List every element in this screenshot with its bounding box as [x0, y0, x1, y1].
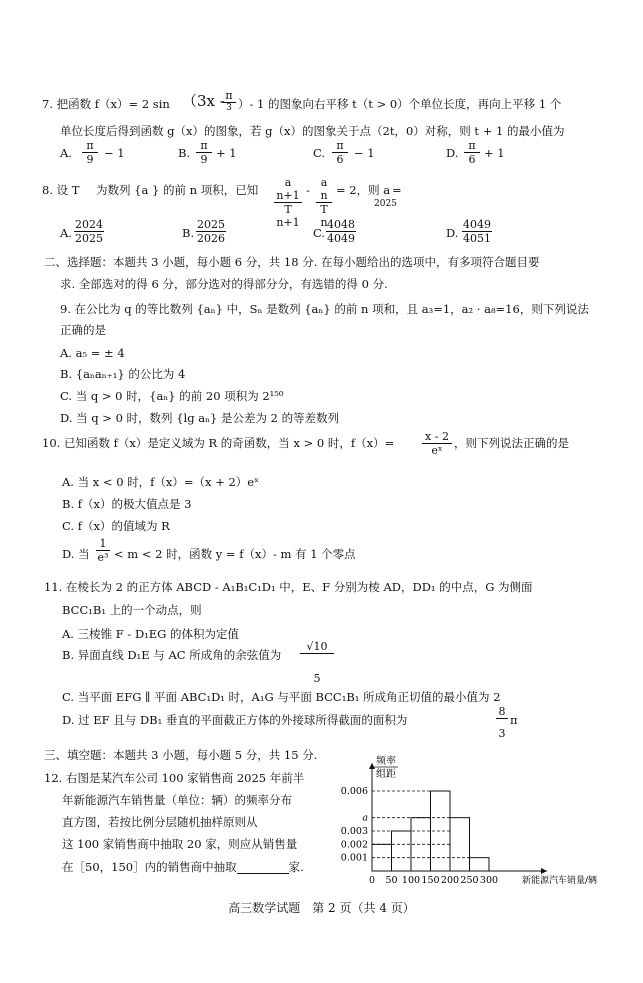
q8-part-a: 8. 设 T — [42, 183, 80, 197]
q8-opt-d-den: 4051 — [463, 232, 491, 245]
q7-opt-c-tail: − 1 — [354, 146, 375, 160]
q12-line5 — [62, 860, 304, 874]
histogram-chart — [340, 758, 610, 886]
section2-line2: 求. 全部选对的得 6 分，部分选对的得部分分，有选错的得 0 分. — [60, 277, 388, 291]
x-tick-label: 100 — [401, 875, 421, 886]
q7-pi-num: π — [222, 89, 236, 103]
q8-opt-c-frac — [326, 218, 356, 245]
q7-pi-frac — [222, 89, 236, 113]
q8-opt-b-label[interactable]: B. — [182, 226, 195, 240]
q10-opt-d-a[interactable]: D. 当 — [62, 547, 90, 561]
q7-opt-a-tail: − 1 — [104, 146, 125, 160]
q7-paren — [182, 94, 225, 108]
q10-opt-d-den: e³ — [97, 551, 109, 564]
x-tick-label: 300 — [479, 875, 499, 886]
q7-part-b: ）- 1 的图象向右平移 t（t > 0）个单位长度，再向上平移 1 个 — [238, 97, 562, 111]
q8-sub-2025: 2025 — [374, 199, 397, 209]
q12-line2: 年新能源汽车销售量（单位：辆）的频率分布 — [62, 793, 292, 807]
q10-opt-b[interactable]: B. f（x）的极大值点是 3 — [62, 497, 192, 511]
q10-frac-num: x - 2 — [422, 430, 452, 444]
q8-opt-b-den: 2026 — [197, 232, 225, 245]
q12-line4: 这 100 家销售商中抽取 20 家，则应从销售量 — [62, 837, 298, 851]
q10-frac — [422, 430, 452, 457]
x-axis-arrow — [541, 868, 547, 874]
q12-tail: 家. — [288, 860, 304, 874]
y-tick-label: 0.006 — [340, 786, 368, 797]
q7-opt-b-den: 9 — [200, 153, 208, 166]
q7-line2: 单位长度后得到函数 g（x）的图象，若 g（x）的图象关于点（2t，0）对称，则 t + 1 的最小值为 — [60, 124, 565, 138]
q8-opt-c-den: 4049 — [327, 232, 355, 245]
q11-opt-d-den: 3 — [498, 727, 506, 740]
x-tick-label: 200 — [440, 875, 460, 886]
q8-opt-a-den: 2025 — [75, 232, 103, 245]
q9-line1: 9. 在公比为 q 的等比数列 {aₙ} 中，Sₙ 是数列 {aₙ} 的前 n 项和，且 a₃=1，a₂ · a₈=16，则下列说法 — [60, 302, 589, 316]
y-tick-label: 0.002 — [340, 839, 368, 851]
q7-opt-a-label[interactable]: A. — [60, 146, 72, 160]
q10-frac-den: eˣ — [431, 444, 443, 457]
q7-pi-den: 3 — [226, 103, 232, 113]
q8-frac1-den: T n+1 — [276, 203, 300, 229]
q8-opt-d-frac — [462, 218, 492, 245]
q7-opt-d-tail: + 1 — [484, 146, 505, 160]
q7-opt-d-den: 6 — [468, 153, 476, 166]
q11-line2: BCC₁B₁ 上的一个动点，则 — [62, 603, 202, 617]
q7-paren-text: （3x - — [182, 92, 225, 110]
section3-line1: 三、填空题：本题共 3 小题，每小题 5 分，共 15 分. — [44, 748, 318, 762]
q8-minus: - — [306, 183, 310, 197]
q7-opt-a-den: 9 — [86, 153, 94, 166]
q8-frac1 — [274, 176, 302, 229]
x-tick-label: 150 — [421, 875, 440, 886]
q7-opt-d-num: π — [464, 139, 480, 153]
q7-opt-a-num: π — [82, 139, 98, 153]
q7-opt-c-den: 6 — [336, 153, 344, 166]
x-tick-label: 0 — [368, 875, 376, 886]
q8-frac2-den: T n — [320, 203, 328, 229]
y-label-bottom: 组距 — [376, 769, 396, 780]
q10-opt-d-frac — [96, 537, 110, 564]
section2-line1: 二、选择题：本题共 3 小题，每小题 6 分，共 18 分. 在每小题给出的选项中，有多项符合题目要 — [44, 255, 540, 269]
q11-opt-b-num: √10 — [300, 640, 334, 654]
q7-part-a: 7. 把函数 f（x）= 2 sin — [42, 97, 170, 111]
q7-opt-b-tail: + 1 — [216, 146, 237, 160]
page-footer: 高三数学试题 第 2 页（共 4 页） — [228, 901, 415, 915]
q8-opt-d-label[interactable]: D. — [446, 226, 459, 240]
q8-opt-c-num: 4048 — [327, 218, 355, 231]
y-tick-label: a — [362, 812, 368, 824]
q9-opt-b[interactable]: B. {aₙaₙ₊₁} 的公比为 4 — [60, 367, 186, 381]
q8-frac2-num: a n — [316, 176, 332, 203]
q7-opt-a-frac — [82, 139, 98, 166]
q11-line1: 11. 在棱长为 2 的正方体 ABCD - A₁B₁C₁D₁ 中，E、F 分别为棱 AD，DD₁ 的中点，G 为侧面 — [44, 580, 533, 594]
x-axis-label: 新能源汽车销量/辆 — [522, 876, 598, 886]
q12-line3: 直方图，若按比例分层随机抽样原则从 — [62, 815, 258, 829]
q10-opt-a[interactable]: A. 当 x < 0 时，f（x）=（x + 2）eˣ — [62, 475, 259, 489]
x-tick-label: 50 — [385, 875, 398, 886]
histogram-bar — [392, 831, 412, 871]
q11-opt-d-a[interactable]: D. 过 EF 且与 DB₁ 垂直的平面截正方体的外接球所得截面的面积为 — [62, 713, 408, 727]
q8-frac1-num: a n+1 — [274, 176, 302, 203]
answer-blank[interactable] — [237, 862, 289, 874]
q11-opt-d-num: 8 — [496, 705, 508, 719]
q9-opt-d[interactable]: D. 当 q > 0 时，数列 {lg aₙ} 是公差为 2 的等差数列 — [60, 411, 340, 425]
q8-opt-d-num: 4049 — [463, 218, 491, 231]
q10-opt-d-b: < m < 2 时，函数 y = f（x）- m 有 1 个零点 — [114, 547, 356, 561]
q10-line1-b: ，则下列说法正确的是 — [454, 436, 569, 450]
q11-opt-d-frac — [496, 705, 508, 740]
q8-opt-c-label[interactable]: C. — [313, 226, 326, 240]
q11-opt-a[interactable]: A. 三棱锥 F - D₁EG 的体积为定值 — [62, 627, 240, 641]
q10-opt-d-num: 1 — [96, 537, 110, 551]
q9-line2: 正确的是 — [60, 323, 106, 337]
y-tick-label: 0.001 — [340, 852, 368, 864]
q8-opt-a-frac — [74, 218, 104, 245]
q7-opt-c-frac — [332, 139, 348, 166]
q10-line1-a: 10. 已知函数 f（x）是定义域为 R 的奇函数，当 x > 0 时，f（x）= — [42, 436, 395, 450]
q7-opt-c-label[interactable]: C. — [313, 146, 326, 160]
q12-line5-text: 在［50，150］内的销售商中抽取 — [62, 860, 237, 874]
q8-opt-a-num: 2024 — [75, 218, 103, 231]
q8-opt-b-frac — [196, 218, 226, 245]
q11-opt-b-frac — [300, 640, 334, 685]
q7-opt-d-label[interactable]: D. — [446, 146, 459, 160]
q7-opt-c-num: π — [332, 139, 348, 153]
histogram-bar — [470, 858, 490, 871]
q8-part-c: } 的前 n 项积，已知 — [152, 183, 259, 197]
y-axis-arrow — [369, 763, 375, 769]
q8-opt-a-label[interactable]: A. — [60, 226, 72, 240]
q8-part-d: = 2，则 a — [336, 183, 391, 197]
q9-opt-c[interactable]: C. 当 q > 0 时，{aₙ} 的前 20 项积为 2¹⁵⁰ — [60, 389, 284, 403]
q8-opt-b-num: 2025 — [197, 218, 225, 231]
y-tick-label: 0.003 — [340, 826, 368, 837]
q9-opt-a[interactable]: A. a₅ = ± 4 — [60, 346, 125, 360]
q11-opt-b-den: 5 — [313, 672, 321, 685]
q11-opt-c[interactable]: C. 当平面 EFG ∥ 平面 ABC₁D₁ 时，A₁G 与平面 BCC₁B₁ 所成角正切值的最小值为 2 — [62, 690, 501, 704]
q11-opt-d-pi: π — [510, 713, 518, 727]
q7-opt-d-frac — [464, 139, 480, 166]
q12-line1: 12. 右图是某汽车公司 100 家销售商 2025 年前半 — [44, 771, 305, 785]
q7-opt-b-frac — [196, 139, 212, 166]
y-label-top: 频率 — [376, 756, 396, 767]
histogram-bar — [450, 818, 470, 871]
q8-eq: = — [392, 183, 402, 197]
q10-opt-c[interactable]: C. f（x）的值域为 R — [62, 519, 170, 533]
q7-opt-b-num: π — [196, 139, 212, 153]
x-tick-label: 250 — [460, 875, 479, 886]
q8-part-b: 为数列 {a — [96, 183, 149, 197]
q7-opt-b-label[interactable]: B. — [178, 146, 191, 160]
q7-line1 — [42, 97, 170, 111]
q11-opt-b-a[interactable]: B. 异面直线 D₁E 与 AC 所成角的余弦值为 — [62, 648, 282, 662]
